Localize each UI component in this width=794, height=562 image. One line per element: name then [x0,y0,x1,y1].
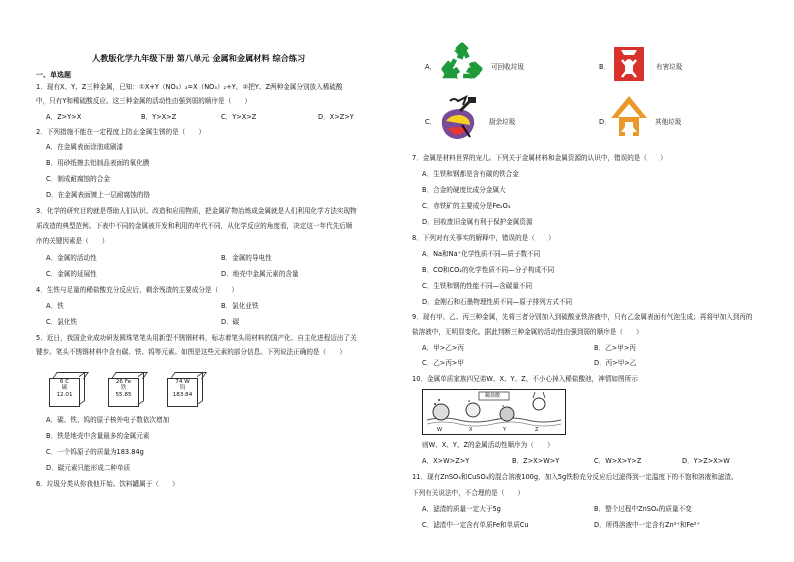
q10-text: 10．金属单质家族四兄弟W、X、Y、Z，不小心掉入稀盐酸池，神情如图所示 [412,375,638,383]
q10-option-b[interactable]: B．Z>X>W>Y [512,457,560,465]
q1-option-d[interactable]: D．X>Z>Y [318,113,354,121]
q10-option-d[interactable]: D．Y>Z>X>W [682,457,730,465]
other-waste-icon [609,94,649,140]
q8-option-b[interactable]: B．CO和CO₂的化学性质不同—分子构成不同 [422,266,555,274]
q4-option-d[interactable]: D．碳 [221,318,240,326]
bin-option-d-letter[interactable]: D． [599,118,611,126]
bin-option-a-letter[interactable]: A． [425,63,437,71]
q3-option-a[interactable]: A．金属的活动性 [46,254,97,262]
metal-x-label: X [469,427,473,433]
q8-option-c[interactable]: C．生铁和钢的性能不同—含碳量不同 [422,282,533,290]
bin-option-c-letter[interactable]: C． [425,118,437,126]
q5-option-c[interactable]: C．一个钨原子的质量为183.84g [46,448,144,456]
q3-option-d[interactable]: D．地壳中金属元素的含量 [221,270,299,278]
q9-text-line1: 9．现有甲、乙、丙三种金属，先将三者分别加入到硫酸亚铁溶液中，只有乙金属表面有气泡生成；再将甲加入到丙的 [412,313,753,321]
bin-option-a-label: 可回收垃圾 [491,63,524,71]
q9-option-c[interactable]: C．乙>丙>甲 [422,359,465,367]
q1-option-c[interactable]: C．Y>X>Z [221,113,257,121]
bin-option-b-letter[interactable]: B． [599,63,611,71]
q5-option-d[interactable]: D．碳元素只能形成二种单质 [46,464,131,472]
q2-option-d[interactable]: D．在金属表面镀上一层耐腐蚀的铬 [46,191,150,199]
q2-option-a[interactable]: A．在金属表面涂油或刷漆 [46,143,124,151]
q7-option-a[interactable]: A．生铁和钢都是含有碳的铁合金 [422,170,519,178]
q6-text: 6．垃圾分类从你我他开始。饮料罐属于（ ） [36,480,179,488]
metal-z-label: Z [535,427,539,433]
element-card-carbon: 6 C 碳 12.01 [49,372,85,406]
metal-w-label: W [437,427,442,433]
q10-option-c[interactable]: C．W>X>Y>Z [594,457,642,465]
bin-option-d-label: 其他垃圾 [655,118,682,126]
q8-option-d[interactable]: D．金刚石和石墨物理性质不同—原子排列方式不同 [422,298,573,306]
q2-text: 2．下列措施不能在一定程度上防止金属生锈的是（ ） [36,128,206,136]
q8-text: 8．下列对有关事实的解释中，错误的是（ ） [412,234,555,242]
q11-option-d[interactable]: D．所得溶液中一定含有Zn²⁺和Fe²⁺ [594,521,701,529]
q8-option-a[interactable]: A．Na和Na⁺化学性质不同—质子数不同 [422,250,541,258]
q1-text-line2: 中，只有Y和稀硫酸反应。这三种金属的活动性由强到弱的顺序是（ ） [36,97,252,105]
q5-text-line1: 5．近日，我国企业成功研发圆珠笔笔头用新型不锈钢材料，标志着笔头用材料的国产化、自主化进程迈出了关 [36,334,357,342]
q10-figure [422,389,566,435]
q4-option-c[interactable]: C．氯化铁 [46,318,77,326]
q7-option-b[interactable]: B．合金的硬度比成分金属大 [422,186,506,194]
q4-option-a[interactable]: A．铁 [46,302,64,310]
q7-text: 7．金属是材料世界的宠儿。下列关于金属材料和金属资源的认识中，错误的是（ ） [412,154,667,162]
q3-option-b[interactable]: B．金属的导电性 [221,254,272,262]
q11-option-c[interactable]: C．滤渣中一定含有单质Fe和单质Cu [422,521,529,529]
q2-option-c[interactable]: C．制成耐腐蚀的合金 [46,175,110,183]
bin-option-b-label: 有害垃圾 [656,63,683,71]
q5-option-b[interactable]: B．铁是地壳中含量最多的金属元素 [46,432,150,440]
metal-y-label: Y [503,427,507,433]
page-title: 人教版化学九年级下册 第八单元 金属和金属材料 综合练习 [92,53,306,63]
metal-w-figure [433,404,449,420]
q9-option-d[interactable]: D．丙>甲>乙 [594,359,637,367]
section-heading: 一、单选题 [36,71,71,79]
q1-option-b[interactable]: B．Y>X>Z [141,113,177,121]
q4-option-b[interactable]: B．氯化亚铁 [221,302,259,310]
q5-text-line2: 键步。笔头不锈钢材料中含有碳、铁、钨等元素。如图是这些元素的部分信息。下列说法正确的是（ ） [36,348,346,356]
q10-text-after: 则W、X、Y、Z的金属活动性顺序为（ ） [422,441,554,449]
q1-text-line1: 1．现有X、Y、Z三种金属，已知：①X+Y（NO₃）₂=X（NO₃）₂+Y，②把Y、Z两种金属分别放入稀硫酸 [36,83,343,91]
q3-text-line3: 序的关键因素是（ ） [36,237,109,245]
q1-option-a[interactable]: A．Z>Y>X [46,113,82,121]
q9-text-line2: 盐溶液中，无明显变化。据此判断三种金属的活动性由强到弱的顺序是（ ） [412,328,643,336]
bin-option-c-label: 厨余垃圾 [489,118,516,126]
recycle-icon [440,42,484,84]
q11-option-a[interactable]: A．滤渣的质量一定大于5g [422,505,501,513]
q3-text-line2: 质改造的典型范例。下表中不同的金属被开发和利用的年代不同，从化学反应的角度看，决定这一年代先后顺 [36,222,353,230]
q11-option-b[interactable]: B．整个过程中ZnSO₄的质量不变 [594,505,692,513]
q4-text: 4．生铁与足量的稀盐酸充分反应后，剩余残渣的主要成分是（ ） [36,286,239,294]
element-card-iron: 26 Fe 铁 55.85 [108,372,144,406]
q11-text-line2: 下列有关说法中，不合理的是（ ） [412,489,525,497]
q3-option-c[interactable]: C．金属的延展性 [46,270,97,278]
q2-option-b[interactable]: B．用砂纸擦去铝制品表面的氧化膜 [46,159,150,167]
q9-option-b[interactable]: B．乙>甲>丙 [594,344,636,352]
q3-text-line1: 3．化学的研究目的就是帮助人们认识、改造和应用物质，把金属矿物冶炼成金属就是人们利用化学方法实现物 [36,207,357,215]
kitchen-waste-icon [436,95,484,143]
q11-text-line1: 11．现有ZnSO₄和CuSO₄的混合溶液100g，加入5g铁粉充分反应后过滤得到一定温度下的不饱和溶液和滤渣。 [412,473,738,481]
pool-label: 稀盐酸 [485,393,501,399]
metal-z-figure [533,398,545,410]
q7-option-d[interactable]: D．回收废旧金属有利于保护金属资源 [422,218,533,226]
q7-option-c[interactable]: C．赤铁矿的主要成分是Fe₂O₃ [422,202,511,210]
hazard-icon [611,44,647,84]
metal-x-figure [466,403,480,417]
q9-option-a[interactable]: A．甲>乙>丙 [422,344,464,352]
element-card-tungsten: 74 W 钨 183.84 [167,372,203,406]
metal-y-figure [500,407,514,421]
q5-option-a[interactable]: A．碳、铁、钨的原子核外电子数依次增加 [46,416,170,424]
q10-option-a[interactable]: A．X>W>Z>Y [422,457,470,465]
